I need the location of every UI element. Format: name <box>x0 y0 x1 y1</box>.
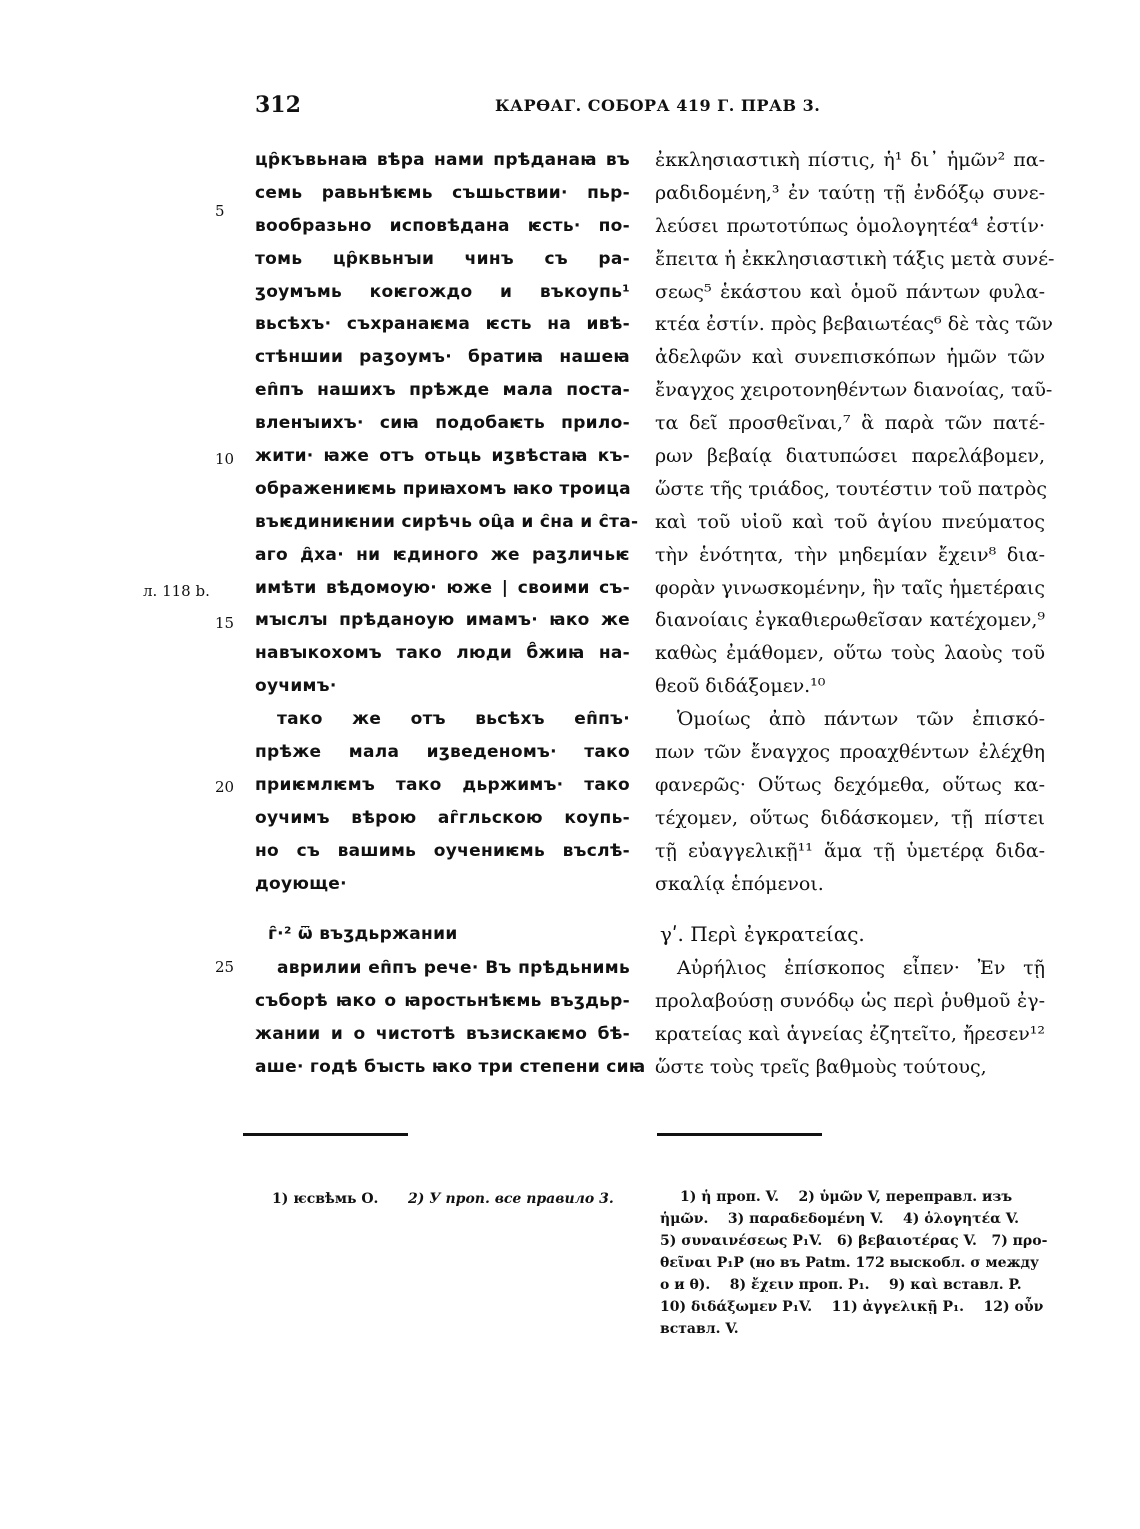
text-line: аго д̑ха· ни ѥдиного же раʒличьѥ <box>255 544 630 565</box>
text-line: καθὼς ἐμάθομεν, οὕτω τοὺς λαοὺς τοῦ <box>655 642 1045 665</box>
text-line: семь равьнѣѥмь съшьствии· пьр- <box>255 182 630 203</box>
text-line: навꙑкохомъ тако люди б̑жиꙗ на- <box>255 643 630 664</box>
text-line: вьсѣхъ· съхранаѥма ѥсть на ивѣ- <box>255 314 630 335</box>
text-line: φορὰν γινωσκομένην, ἣν ταῖς ἡμετέραις <box>655 576 1045 599</box>
text-line: жании и о чистотѣ възискаѥмо бѣ- <box>255 1023 630 1044</box>
text-line: ὥστε τοὺς τρεῖς βαθμοὺς τούτους, <box>655 1055 987 1078</box>
text-line: σεως⁵ ἑκάστου καὶ ὁμοῦ πάντων φυλα- <box>655 280 1045 303</box>
line-number: 20 <box>215 778 235 796</box>
text-line: оучимъ вѣрою аг̑гльскою коупь- <box>255 807 630 828</box>
text-line: λεύσει πρωτοτύπως ὁμολογητέα⁴ ἐστίν· <box>655 214 1045 237</box>
footnote-rule-right <box>657 1133 822 1136</box>
footnote-line: 10) διδάξωμεν P₁V. 11) ἀγγελικῇ P₁. 12) οὖν <box>660 1299 1044 1315</box>
folio-marker: л. 118 b. <box>143 582 210 600</box>
text-line: τα δεῖ προσθεῖναι,⁷ ἃ παρὰ τῶν πατέ- <box>655 412 1045 435</box>
footnote-line: 1) ἡ проп. V. 2) ὑμῶν V, переправл. изъ <box>680 1189 1013 1205</box>
text-line: аше· годѣ бꙑсть ꙗко три степени сиꙗ <box>255 1056 646 1077</box>
line-number: 10 <box>215 450 235 468</box>
line-number: 15 <box>215 614 235 632</box>
text-line: πων τῶν ἔναγχος προαχθέντων ἐλέχθη <box>655 741 1045 764</box>
text-line: тако же отъ вьсѣхъ еп̑пъ· <box>277 709 630 730</box>
text-line: ʒоумъмь коѥгождо и въкоупь¹ <box>255 281 630 302</box>
text-line: ἀδελφῶν καὶ συνεπισκόπων ἡμῶν τῶν <box>655 346 1045 369</box>
page-number: 312 <box>255 92 301 118</box>
text-line: приѥмлѥмъ тако дьржимъ· тако <box>255 774 630 795</box>
text-line: оучимъ· <box>255 676 337 697</box>
text-line: ображениѥмь приꙗхомъ ꙗко троица <box>255 478 631 499</box>
text-line: стѣншии раʒоумъ· братиꙗ нашеꙗ <box>255 347 630 368</box>
text-line: φανερῶς· Οὕτως δεχόμεθα, οὕτως κα- <box>655 773 1045 796</box>
greek-paragraph-3 <box>655 952 1045 1084</box>
footnote-line: 5) συναινέσεως P₁V. 6) βεβαιοτέρας V. 7) προ- <box>660 1233 1048 1249</box>
footnote-line: ἡμῶν. 3) παραδεδομένη V. 4) ὁλογητέα V. <box>660 1211 1020 1227</box>
footnote-line: ο и θ). 8) ἔχειν проп. P₁. 9) καὶ вставл. P. <box>660 1277 1022 1293</box>
text-line: ἐκκλησιαστικὴ πίστις, ἡ¹ δι᾽ ἡμῶν² πα- <box>655 149 1045 171</box>
text-line: цр̑къвьнаꙗ вѣра нами прѣданаꙗ въ <box>255 150 630 170</box>
greek-paragraph-1 <box>655 144 1055 703</box>
text-line: ὥστε τῆς τριάδος, τουτέστιν τοῦ πατρὸς <box>655 477 1047 500</box>
greek-column <box>655 144 1055 900</box>
text-line: въѥдиниѥнии сирѣчь оц̑а и с̑на и с̑та- <box>255 511 639 532</box>
slavonic-column <box>255 144 639 900</box>
footnote-left-2: 2) У проп. все правило 3. <box>408 1191 614 1207</box>
text-line: прѣже мала иʒведеномъ· тако <box>255 742 630 763</box>
footnote-rule-left <box>243 1133 408 1136</box>
text-line: доующе· <box>255 873 347 894</box>
line-number: 25 <box>215 958 235 976</box>
slavonic-paragraph-3 <box>255 952 646 1084</box>
text-line: τὴν ἑνότητα, τὴν μηδεμίαν ἔχειν⁸ δια- <box>655 543 1045 566</box>
running-title: КАРѲАГ. СОБОРА 419 Г. ПРАВ 3. <box>495 96 821 115</box>
footnotes-right <box>660 1186 1048 1340</box>
slavonic-paragraph-2 <box>255 703 630 900</box>
text-line: θεοῦ διδάξομεν.¹⁰ <box>655 675 826 698</box>
text-line: διανοίαις ἐγκαθιερωθεῖσαν κατέχομεν,⁹ <box>655 609 1045 632</box>
text-line: τῇ εὐαγγελικῇ¹¹ ἅμα τῇ ὑμετέρᾳ διδα- <box>655 839 1045 862</box>
slavonic-heading <box>268 918 458 951</box>
text-line: но съ вашимь оучениѥмь въслѣ- <box>255 840 630 861</box>
text-line: καὶ τοῦ υἱοῦ καὶ τοῦ ἁγίου πνεύματος <box>655 510 1045 533</box>
text-line: ἔπειτα ἡ ἐκκλησιαστικὴ τάξις μετὰ συνέ- <box>655 247 1055 270</box>
text-line: τέχομεν, οὕτως διδάσκομεν, τῇ πίστει <box>655 806 1045 829</box>
text-line: κρατείας καὶ ἁγνείας ἐζητεῖτο, ἤρεσεν¹² <box>655 1022 1045 1045</box>
text-line: имѣти вѣдомоую· юже | своими съ- <box>255 577 630 598</box>
text-line: σκαλίᾳ ἑπόμενοι. <box>655 872 824 895</box>
text-line: προλαβούσῃ συνόδῳ ὡς περὶ ῥυθμοῦ ἐγ- <box>655 989 1045 1012</box>
heading-text: γʹ. Περὶ ἐγκρατείας. <box>660 922 865 946</box>
text-line: томь цр̑квьнꙑи чинъ съ ра- <box>255 248 630 269</box>
text-line: аврилии еп̑пъ рече· Въ прѣдьнимь <box>277 958 630 978</box>
text-line: Αὐρήλιος ἐπίσκοπος εἶπεν· Ἐν τῇ <box>677 957 1045 979</box>
text-line: ρων βεβαίᾳ διατυπώσει παρελάβομεν, <box>655 445 1045 468</box>
text-line: съборѣ ꙗко о ꙗростьнѣѥмь въʒдьр- <box>255 990 630 1011</box>
text-line: ἔναγχος χειροτονηθέντων διανοίας, ταῦ- <box>655 379 1053 402</box>
footnote-line: вставл. V. <box>660 1321 739 1337</box>
text-line: ραδιδομένη,³ ἐν ταύτῃ τῇ ἐνδόξῳ συνε- <box>655 181 1045 204</box>
greek-paragraph-2 <box>655 703 1045 900</box>
text-line: вленꙑихъ· сиꙗ подобаѥть прило- <box>255 413 630 434</box>
text-line: Ὁμοίως ἀπὸ πάντων τῶν ἐπισκό- <box>677 708 1045 731</box>
text-line: κτέα ἐστίν. πρὸς βεβαιωτέας⁶ δὲ τὰς τῶν <box>655 313 1053 336</box>
line-number: 5 <box>215 202 225 220</box>
footnote-line: θεῖναι P₁P (но въ Patm. 172 выскобл. σ между <box>660 1255 1039 1271</box>
text-line: мꙑслꙑ прѣданоую имамъ· ꙗко же <box>255 610 630 631</box>
text-line: еп̑пъ нашихъ прѣжде мала поста- <box>255 380 630 401</box>
slavonic-paragraph-1 <box>255 144 639 703</box>
footnote-left-1: 1) ѥсвѣмь О. <box>272 1191 379 1207</box>
greek-heading <box>660 918 865 951</box>
text-line: вообразьно исповѣдана ѥсть· по- <box>255 215 630 236</box>
heading-text: г̑·² ѿ въʒдьржании <box>268 924 458 944</box>
text-line: жити· ꙗже отъ отьць иʒвѣстаꙗ къ- <box>255 446 630 467</box>
